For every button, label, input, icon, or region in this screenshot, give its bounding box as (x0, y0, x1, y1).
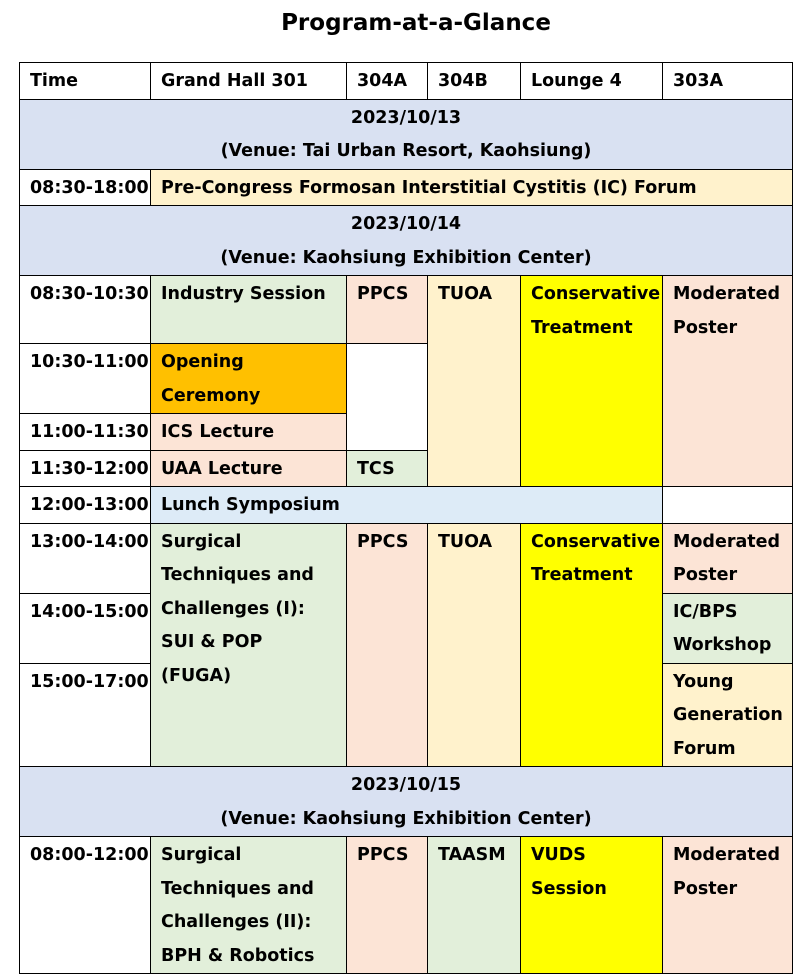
header-lounge-4: Lounge 4 (521, 63, 663, 100)
header-304b: 304B (428, 63, 521, 100)
day3-header (20, 767, 793, 837)
opening-ceremony: Opening Ceremony (151, 344, 347, 414)
surgical-techniques-2: Surgical Techniques and Challenges (II): BPH & Robotics (151, 837, 347, 974)
lunch-symposium: Lunch Symposium (151, 487, 663, 524)
table-row (20, 276, 793, 344)
time-cell: 08:30-18:00 (20, 169, 151, 206)
time-cell: 11:00-11:30 (20, 414, 151, 451)
ppcs-pm: PPCS (347, 523, 428, 767)
time-cell: 12:00-13:00 (20, 487, 151, 524)
surgical-techniques-1: Surgical Techniques and Challenges (I): SUI & POP (FUGA) (151, 523, 347, 767)
program-table (19, 62, 793, 974)
header-row (20, 63, 793, 100)
ppcs-day3: PPCS (347, 837, 428, 974)
ics-lecture: ICS Lecture (151, 414, 347, 451)
time-cell: 08:30-10:30 (20, 276, 151, 344)
day1-venue: (Venue: Tai Urban Resort, Kaohsiung) (220, 141, 592, 161)
time-cell: 08:00-12:00 (20, 837, 151, 974)
tuoa-pm: TUOA (428, 523, 521, 767)
header-304a: 304A (347, 63, 428, 100)
day-header-row (20, 767, 793, 837)
uaa-lecture: UAA Lecture (151, 450, 347, 487)
day3-date: 2023/10/15 (350, 775, 462, 795)
day-header-row (20, 99, 793, 169)
table-row (20, 523, 793, 593)
time-cell: 13:00-14:00 (20, 523, 151, 593)
ic-bps-workshop: IC/BPS Workshop (663, 593, 793, 663)
header-time: Time (20, 63, 151, 100)
table-row (20, 837, 793, 974)
taasm: TAASM (428, 837, 521, 974)
moderated-poster-am: Moderated Poster (663, 276, 793, 487)
header-303a: 303A (663, 63, 793, 100)
table-row (20, 487, 793, 524)
pre-congress-forum: Pre-Congress Formosan Interstitial Cystitis (IC) Forum (151, 169, 793, 206)
time-cell: 15:00-17:00 (20, 663, 151, 767)
day1-date: 2023/10/13 (350, 107, 462, 128)
day2-venue: (Venue: Kaohsiung Exhibition Center) (220, 247, 592, 268)
time-cell: 10:30-11:00 (20, 344, 151, 414)
page-title: Program-at-a-Glance (281, 10, 551, 36)
ppcs-am: PPCS (347, 276, 428, 344)
empty-cell (663, 487, 793, 524)
vuds-session: VUDS Session (521, 837, 663, 974)
young-generation-forum: Young Generation Forum (663, 663, 793, 767)
conservative-treatment-pm: Conservative Treatment (521, 523, 663, 767)
day2-date: 2023/10/14 (350, 214, 462, 234)
table-row (20, 169, 793, 206)
industry-session: Industry Session (151, 276, 347, 344)
day-header-row (20, 206, 793, 276)
conservative-treatment-am: Conservative Treatment (521, 276, 663, 487)
day3-venue: (Venue: Kaohsiung Exhibition Center) (220, 808, 592, 829)
tcs: TCS (347, 450, 428, 487)
empty-cell (347, 344, 428, 451)
tuoa-am: TUOA (428, 276, 521, 487)
day1-header (20, 99, 793, 169)
day2-header (20, 206, 793, 276)
moderated-poster-pm: Moderated Poster (663, 523, 793, 593)
time-cell: 11:30-12:00 (20, 450, 151, 487)
moderated-poster-day3: Moderated Poster (663, 837, 793, 974)
time-cell: 14:00-15:00 (20, 593, 151, 663)
header-grand-hall-301: Grand Hall 301 (151, 63, 347, 100)
